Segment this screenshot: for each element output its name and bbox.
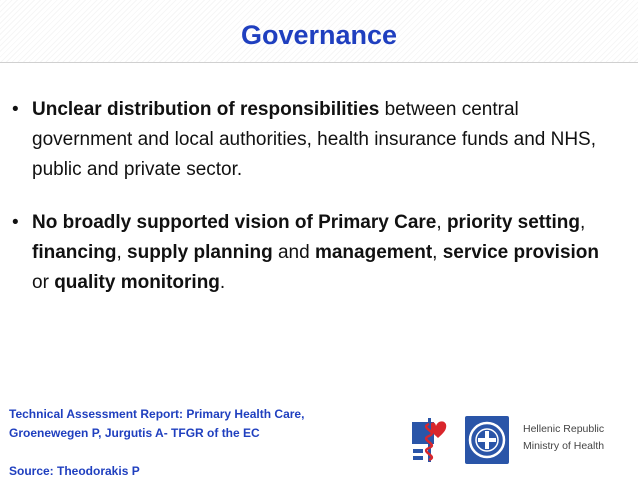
bullet-segment: management [314, 242, 433, 263]
bullet-segment: quality monitoring [54, 272, 220, 293]
bullet-segment: between central government and local authorities, health insurance funds and NHS, public and private sector. [32, 99, 597, 180]
bullet-segment: . [219, 272, 226, 293]
footer-reference [9, 405, 389, 481]
footer-spacer [9, 443, 389, 462]
ministry-line-2: Ministry of Health [523, 440, 605, 452]
bullet-segment: , [579, 212, 586, 233]
bullet-segment: service provision [442, 242, 600, 263]
seal-cross-horizontal [478, 438, 496, 442]
bullet-segment: , [116, 242, 128, 263]
bullet-segment: financing [32, 242, 117, 263]
hellenic-seal-icon [465, 416, 509, 464]
ministry-line-1: Hellenic Republic [523, 423, 605, 435]
logo-stripe-1 [413, 449, 423, 453]
health-caduceus-logo-icon [411, 416, 449, 464]
page-title: Governance [240, 20, 398, 50]
bullet-item-1 [10, 95, 620, 185]
reference-line-2: Groenewegen P, Jurgutis A- TFGR of the EC [9, 426, 260, 440]
bullet-segment: , [432, 242, 443, 263]
bullet-segment: or [32, 272, 55, 293]
reference-line-1: Technical Assessment Report: Primary Health Care, [9, 407, 305, 421]
source-line: Source: Theodorakis P [9, 464, 140, 478]
bullet-segment: , [436, 212, 447, 233]
bullet-segment: supply planning [127, 242, 273, 263]
bullet-item-2 [10, 208, 620, 298]
bullet-list [10, 95, 620, 321]
ministry-label [523, 421, 633, 455]
bullet-segment: No broadly supported vision of Primary Care [32, 212, 437, 233]
bullet-segment: and [272, 242, 315, 263]
bullet-segment: priority setting [446, 212, 580, 233]
bullet-segment: Unclear distribution of responsibilities [32, 99, 380, 120]
logo-stripe-2 [413, 456, 423, 460]
